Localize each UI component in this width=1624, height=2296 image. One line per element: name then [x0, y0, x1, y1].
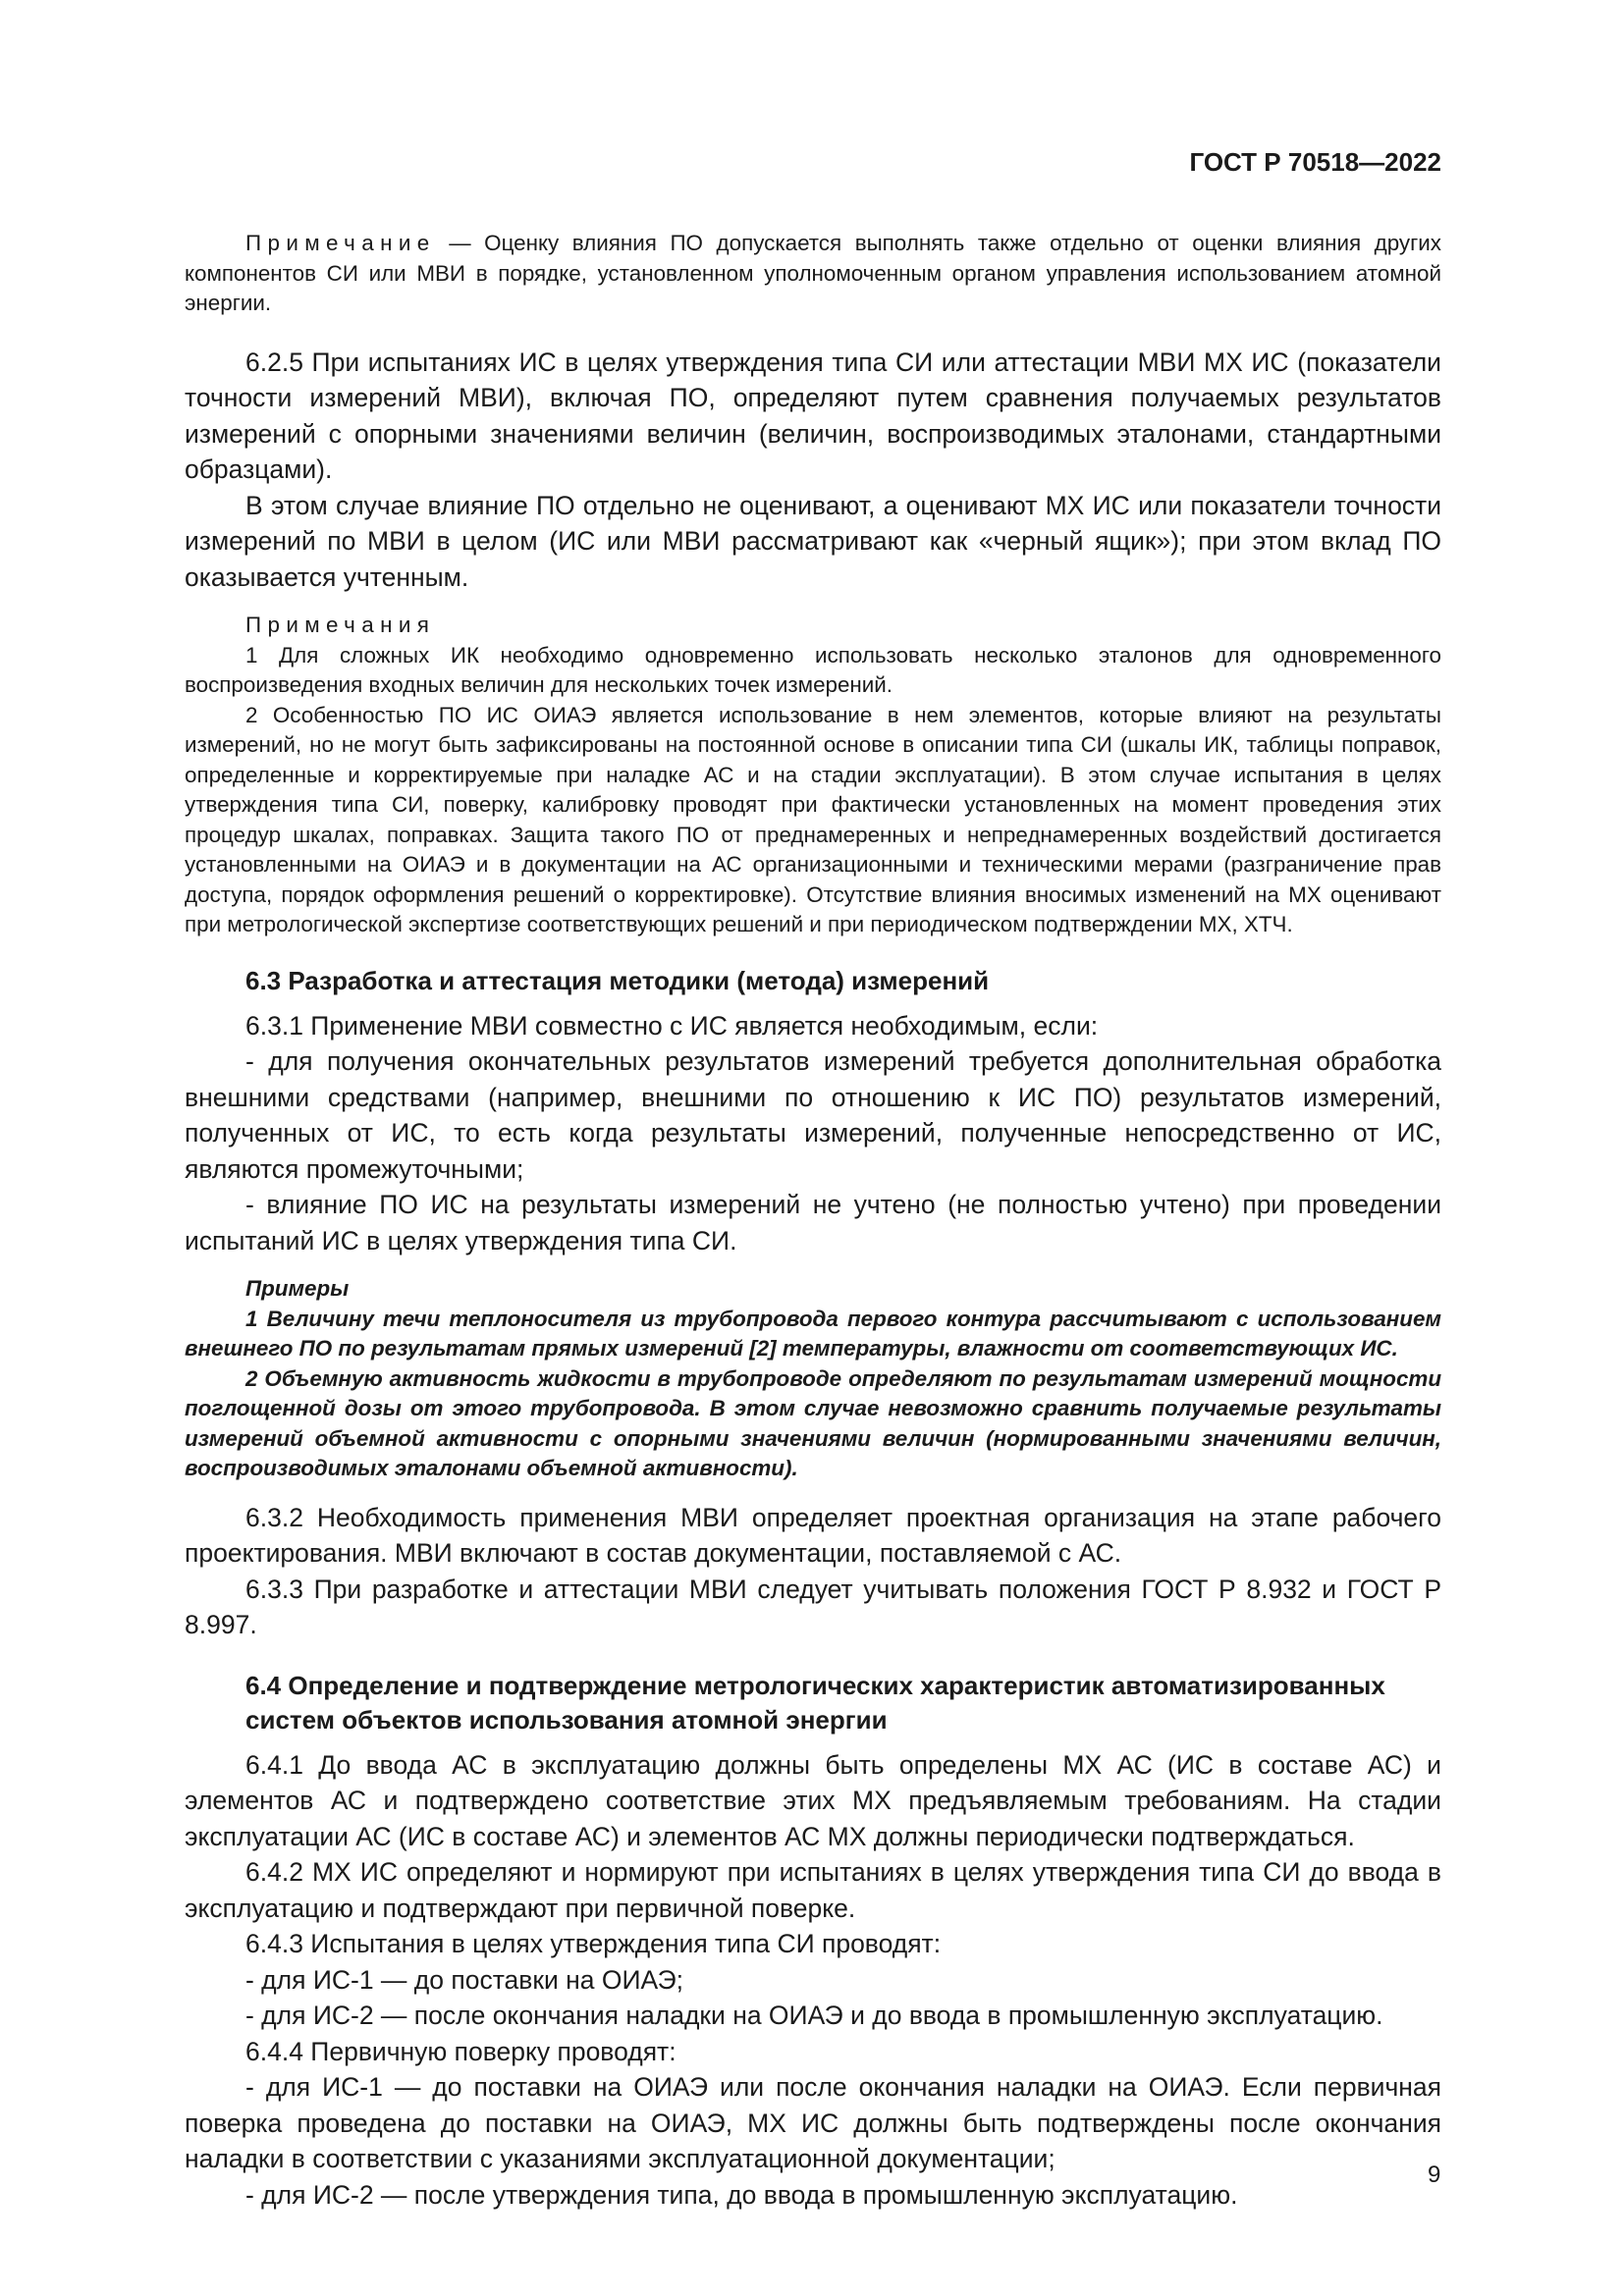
clause-6-4-1: 6.4.1 До ввода АС в эксплуатацию должны быть определены МХ АС (ИС в составе АС) и элементов АС и подтверждено соответствие этих МХ предъявляемым требованиям. На стадии эксплуатации АС (ИС в составе АС) и элементов АС МХ должны периодически подтверждаться.: [185, 1749, 1441, 1851]
document-page: [185, 147, 1441, 2213]
examples-label: Примеры: [245, 1276, 350, 1301]
example-2: 2 Объемную активность жидкости в трубопроводе определяют по результатам измерений мощности поглощенной дозы от этого трубопровода. В этом случае невозможно сравнить получаемые результаты измерений объемной активности с опорными значениями величин (нормированными значениями величин, воспроизводимых эталонами объемной активности).: [185, 1365, 1441, 1480]
clause-6-3-1: 6.3.1 Применение МВИ совместно с ИС является необходимым, если:: [245, 1010, 1099, 1041]
note-label: Примечание: [245, 231, 436, 255]
note-paragraph: [185, 229, 1441, 319]
clause-6-4-4: 6.4.4 Первичную поверку проводят:: [245, 2036, 677, 2066]
clause-6-4-3-item-1: - для ИС-1 — до поставки на ОИАЭ;: [245, 1964, 684, 1995]
example-1: 1 Величину течи теплоносителя из трубопровода первого контура рассчитывают с использованием внешнего ПО по результатам прямых измерений [2] температуры, влажности от соответствующих ИС.: [185, 1306, 1441, 1361]
clause-6-2-5-continuation: В этом случае влияние ПО отдельно не оценивают, а оценивают МХ ИС или показатели точности измерений по МВИ в целом (ИС или МВИ рассматривают как «черный ящик»); при этом вклад ПО оказывается учтенным.: [185, 490, 1441, 592]
notes-label: Примечания: [245, 613, 436, 637]
clause-6-4-3-item-2: - для ИС-2 — после окончания наладки на ОИАЭ и до ввода в промышленную эксплуатацию.: [245, 2001, 1383, 2030]
clause-6-3-1-item-2: - влияние ПО ИС на результаты измерений не учтено (не полностью учтено) при проведении испытаний ИС в целях утверждения типа СИ.: [185, 1190, 1441, 1255]
clause-6-4-3: 6.4.3 Испытания в целях утверждения типа СИ проводят:: [245, 1929, 942, 1958]
note-2: 2 Особенностью ПО ИС ОИАЭ является использование в нем элементов, которые влияют на результаты измерений, но не могут быть зафиксированы на постоянной основе в описании типа СИ (шкалы ИК, таблицы поправок, определенные и корректируемые при наладке АС и на стадии эксплуатации). В этом случае испытания в целях утверждения типа СИ, поверку, калибровку проводят при фактически установленных на момент проведения этих процедур шкалах, поправках. Защита такого ПО от преднамеренных и непреднамеренных воздействий достигается установленными на ОИАЭ и в документации на АС организационными и техническими мерами (разграничение прав доступа, порядок оформления решений о корректировке). Отсутствие влияния вносимых изменений на МХ оценивают при метрологической экспертизе соответствующих решений и при периодическом подтверждении МХ, ХТЧ.: [185, 702, 1441, 936]
note-1: 1 Для сложных ИК необходимо одновременно использовать несколько эталонов для одновременного воспроизведения входных величин для нескольких точек измерений.: [185, 642, 1441, 697]
clause-6-2-5: 6.2.5 При испытаниях ИС в целях утверждения типа СИ или аттестации МВИ МХ ИС (показатели точности измерений МВИ), включая ПО, определяют путем сравнения получаемых результатов измерений с опорными значениями величин (величин, воспроизводимых эталонами, стандартными образцами).: [185, 347, 1441, 484]
section-heading-6-3: 6.3 Разработка и аттестация методики (метода) измерений: [245, 965, 990, 995]
clause-6-3-1-item-1: - для получения окончательных результатов измерений требуется дополнительная обработка внешними средствами (например, внешними по отношению к ИС ПО) результатов измерений, полученных от ИС, то есть когда результаты измерений, полученные непосредственно от ИС, являются промежуточными;: [185, 1046, 1441, 1184]
page-number: 9: [1428, 2162, 1441, 2188]
clause-6-4-4-item-1: - для ИС-1 — до поставки на ОИАЭ или после окончания наладки на ОИАЭ. Если первичная поверка проведена до поставки на ОИАЭ, МХ ИС должны быть подтверждены после окончания наладки в соответствии с указаниями эксплуатационной документации;: [185, 2072, 1441, 2173]
section-heading-6-4: 6.4 Определение и подтверждение метрологических характеристик автоматизированных систем объектов использования атомной энергии: [245, 1670, 1385, 1735]
note-text: — Оценку влияния ПО допускается выполнять также отдельно от оценки влияния других компонентов СИ или МВИ в порядке, установленном уполномоченным органом управления использованием атомной энергии.: [185, 231, 1441, 315]
clause-6-3-2: 6.3.2 Необходимость применения МВИ определяет проектная организация на этапе рабочего проектирования. МВИ включают в состав документации, поставляемой с АС.: [185, 1502, 1441, 1568]
clause-6-4-4-item-2: - для ИС-2 — после утверждения типа, до ввода в промышленную эксплуатацию.: [245, 2179, 1238, 2210]
clause-6-4-2: 6.4.2 МХ ИС определяют и нормируют при испытаниях в целях утверждения типа СИ до ввода в эксплуатацию и подтверждают при первичной поверке.: [185, 1857, 1441, 1923]
clause-6-3-3: 6.3.3 При разработке и аттестации МВИ следует учитывать положения ГОСТ Р 8.932 и ГОСТ Р 8.997.: [185, 1574, 1441, 1639]
standard-number: ГОСТ Р 70518—2022: [1189, 147, 1441, 177]
